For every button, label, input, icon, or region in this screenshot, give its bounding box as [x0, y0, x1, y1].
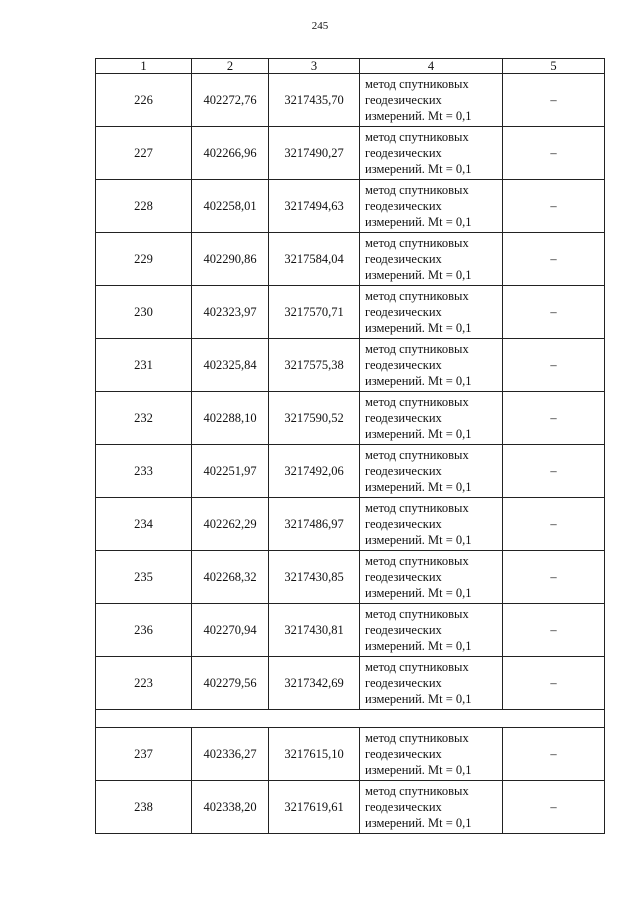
table-row [96, 728, 605, 781]
y-coordinate-cell: 3217430,81 [269, 604, 360, 657]
table-row [96, 781, 605, 834]
y-coordinate-cell: 3217435,70 [269, 74, 360, 127]
table-row [96, 551, 605, 604]
method-cell [360, 286, 503, 339]
column-header-4: 4 [360, 59, 503, 74]
method-line: геодезических [365, 411, 442, 425]
note-cell: – [503, 286, 605, 339]
x-coordinate-cell: 402325,84 [192, 339, 269, 392]
note-cell: – [503, 127, 605, 180]
method-line: геодезических [365, 464, 442, 478]
page-number: 245 [311, 20, 329, 32]
note-cell: – [503, 728, 605, 781]
table-row [96, 445, 605, 498]
point-number-cell: 229 [96, 233, 192, 286]
method-line: геодезических [365, 747, 442, 761]
method-line: геодезических [365, 146, 442, 160]
method-line: геодезических [365, 570, 442, 584]
method-cell [360, 127, 503, 180]
x-coordinate-cell: 402290,86 [192, 233, 269, 286]
table-spacer [96, 710, 605, 728]
method-line: метод спутниковых [365, 342, 469, 356]
point-number-cell: 231 [96, 339, 192, 392]
note-cell: – [503, 498, 605, 551]
method-cell [360, 604, 503, 657]
point-number-cell: 238 [96, 781, 192, 834]
table-row [96, 286, 605, 339]
method-line: метод спутниковых [365, 130, 469, 144]
y-coordinate-cell: 3217430,85 [269, 551, 360, 604]
table-row [96, 74, 605, 127]
note-cell: – [503, 180, 605, 233]
y-coordinate-cell: 3217492,06 [269, 445, 360, 498]
point-number-cell: 227 [96, 127, 192, 180]
method-cell [360, 498, 503, 551]
method-line: геодезических [365, 93, 442, 107]
table-row [96, 127, 605, 180]
method-line: геодезических [365, 800, 442, 814]
method-line: измерений. Mt = 0,1 [365, 639, 472, 653]
table-row [96, 657, 605, 710]
table-row [96, 604, 605, 657]
table-row [96, 498, 605, 551]
x-coordinate-cell: 402251,97 [192, 445, 269, 498]
y-coordinate-cell: 3217619,61 [269, 781, 360, 834]
coordinates-table [95, 58, 605, 834]
method-line: геодезических [365, 358, 442, 372]
method-cell [360, 728, 503, 781]
method-line: геодезических [365, 517, 442, 531]
header-row [96, 59, 605, 74]
method-cell [360, 233, 503, 286]
method-line: метод спутниковых [365, 236, 469, 250]
note-cell: – [503, 551, 605, 604]
y-coordinate-cell: 3217494,63 [269, 180, 360, 233]
table-row [96, 392, 605, 445]
point-number-cell: 235 [96, 551, 192, 604]
method-line: метод спутниковых [365, 289, 469, 303]
column-header-1: 1 [96, 59, 192, 74]
method-cell [360, 657, 503, 710]
method-line: геодезических [365, 199, 442, 213]
note-cell: – [503, 781, 605, 834]
point-number-cell: 236 [96, 604, 192, 657]
note-cell: – [503, 233, 605, 286]
x-coordinate-cell: 402336,27 [192, 728, 269, 781]
table-body-group-2 [96, 728, 605, 834]
method-line: измерений. Mt = 0,1 [365, 816, 472, 830]
x-coordinate-cell: 402338,20 [192, 781, 269, 834]
method-line: измерений. Mt = 0,1 [365, 427, 472, 441]
x-coordinate-cell: 402262,29 [192, 498, 269, 551]
method-line: метод спутниковых [365, 501, 469, 515]
method-cell [360, 339, 503, 392]
method-line: измерений. Mt = 0,1 [365, 692, 472, 706]
method-cell [360, 781, 503, 834]
method-line: измерений. Mt = 0,1 [365, 763, 472, 777]
table-row [96, 233, 605, 286]
method-cell [360, 551, 503, 604]
note-cell: – [503, 339, 605, 392]
y-coordinate-cell: 3217575,38 [269, 339, 360, 392]
point-number-cell: 234 [96, 498, 192, 551]
method-line: геодезических [365, 305, 442, 319]
note-cell: – [503, 604, 605, 657]
x-coordinate-cell: 402288,10 [192, 392, 269, 445]
x-coordinate-cell: 402323,97 [192, 286, 269, 339]
column-header-3: 3 [269, 59, 360, 74]
note-cell: – [503, 392, 605, 445]
method-line: измерений. Mt = 0,1 [365, 586, 472, 600]
method-line: метод спутниковых [365, 395, 469, 409]
point-number-cell: 233 [96, 445, 192, 498]
spacer-cell [96, 710, 605, 728]
y-coordinate-cell: 3217342,69 [269, 657, 360, 710]
column-header-2: 2 [192, 59, 269, 74]
method-line: измерений. Mt = 0,1 [365, 321, 472, 335]
y-coordinate-cell: 3217486,97 [269, 498, 360, 551]
method-line: измерений. Mt = 0,1 [365, 162, 472, 176]
method-line: метод спутниковых [365, 607, 469, 621]
y-coordinate-cell: 3217584,04 [269, 233, 360, 286]
method-line: метод спутниковых [365, 554, 469, 568]
method-cell [360, 180, 503, 233]
table-row [96, 180, 605, 233]
table-row [96, 339, 605, 392]
point-number-cell: 228 [96, 180, 192, 233]
method-line: метод спутниковых [365, 183, 469, 197]
method-cell [360, 74, 503, 127]
method-line: геодезических [365, 623, 442, 637]
method-line: метод спутниковых [365, 448, 469, 462]
x-coordinate-cell: 402268,32 [192, 551, 269, 604]
method-line: измерений. Mt = 0,1 [365, 374, 472, 388]
x-coordinate-cell: 402272,76 [192, 74, 269, 127]
point-number-cell: 223 [96, 657, 192, 710]
point-number-cell: 237 [96, 728, 192, 781]
table-body-group-1 [96, 74, 605, 710]
point-number-cell: 230 [96, 286, 192, 339]
method-line: геодезических [365, 252, 442, 266]
y-coordinate-cell: 3217570,71 [269, 286, 360, 339]
method-line: метод спутниковых [365, 660, 469, 674]
note-cell: – [503, 74, 605, 127]
method-line: измерений. Mt = 0,1 [365, 268, 472, 282]
column-header-5: 5 [503, 59, 605, 74]
method-cell [360, 445, 503, 498]
x-coordinate-cell: 402270,94 [192, 604, 269, 657]
method-line: метод спутниковых [365, 784, 469, 798]
method-line: измерений. Mt = 0,1 [365, 109, 472, 123]
method-line: измерений. Mt = 0,1 [365, 480, 472, 494]
note-cell: – [503, 657, 605, 710]
x-coordinate-cell: 402279,56 [192, 657, 269, 710]
y-coordinate-cell: 3217490,27 [269, 127, 360, 180]
method-line: измерений. Mt = 0,1 [365, 533, 472, 547]
y-coordinate-cell: 3217615,10 [269, 728, 360, 781]
spacer-row [96, 710, 605, 728]
point-number-cell: 232 [96, 392, 192, 445]
method-line: метод спутниковых [365, 731, 469, 745]
method-cell [360, 392, 503, 445]
note-cell: – [503, 445, 605, 498]
method-line: измерений. Mt = 0,1 [365, 215, 472, 229]
x-coordinate-cell: 402266,96 [192, 127, 269, 180]
method-line: метод спутниковых [365, 77, 469, 91]
x-coordinate-cell: 402258,01 [192, 180, 269, 233]
y-coordinate-cell: 3217590,52 [269, 392, 360, 445]
point-number-cell: 226 [96, 74, 192, 127]
method-line: геодезических [365, 676, 442, 690]
